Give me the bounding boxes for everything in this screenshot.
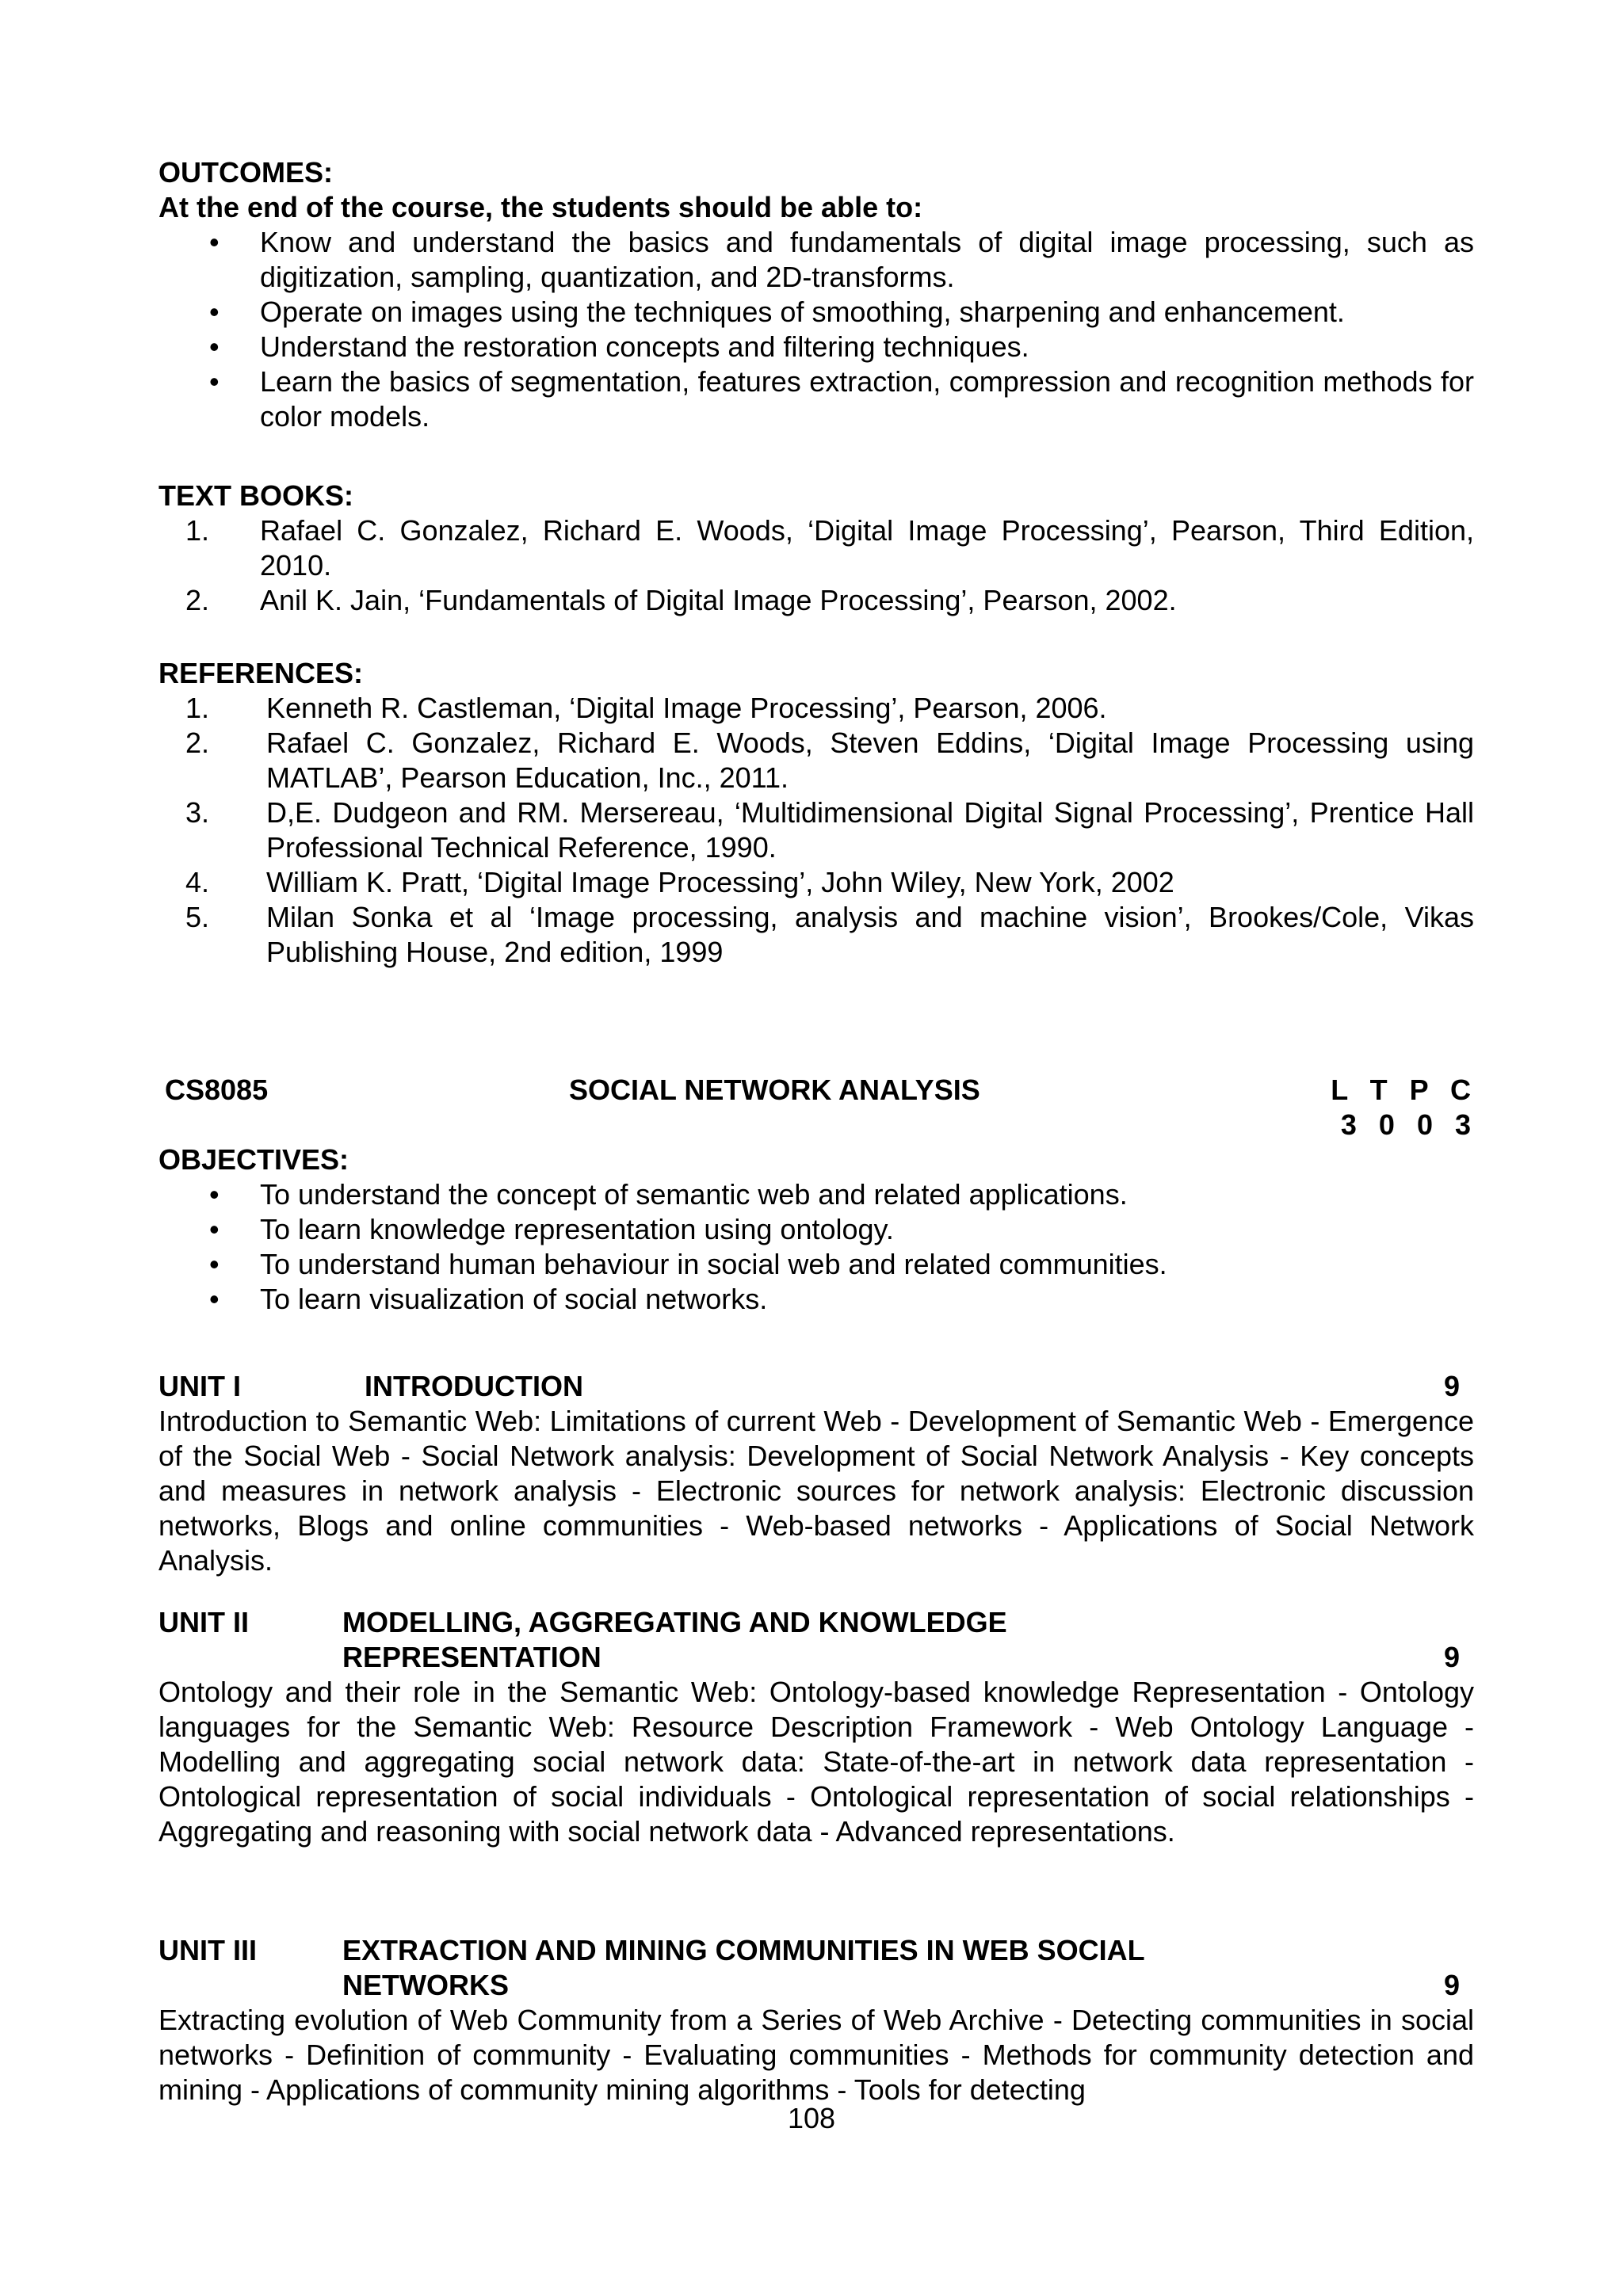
objectives-heading: OBJECTIVES: — [158, 1143, 349, 1176]
references-heading: REFERENCES: — [158, 657, 364, 689]
unit-title: INTRODUCTION — [365, 1370, 583, 1402]
reference-text: D,E. Dudgeon and RM. Mersereau, ‘Multidimensional Digital Signal Processing’, Prentice Hall Professional Technical Reference, 1990. — [266, 796, 1474, 864]
unit-body: Introduction to Semantic Web: Limitations of current Web - Development of Semantic Web - Emergence of the Social Web - Social Network analysis: Development of Social Network Analysis - Key concepts and measures in network analysis - Electronic sources for network analysis: Electronic discussion networks, Blogs and online communities - Web-based networks - Applications of Social Network Analysis. — [158, 1405, 1474, 1577]
ltpc-values: 3 0 0 3 — [1340, 1108, 1474, 1141]
unit-hours: 9 — [1443, 1370, 1460, 1402]
ltpc-label: L T P C — [1331, 1074, 1474, 1106]
unit-header — [158, 1605, 1474, 1675]
reference-item — [158, 795, 1474, 865]
outcome-item: • Know and understand the basics and fundamentals of digital image processing, such as digitization, sampling, quantization, and 2D-transforms. — [158, 225, 1474, 295]
references-list — [158, 691, 1474, 970]
unit-2-section — [158, 1605, 1474, 1849]
course-title: SOCIAL NETWORK ANALYSIS — [569, 1074, 980, 1106]
unit-body: Ontology and their role in the Semantic Web: Ontology-based knowledge Representation - Ontology languages for the Semantic Web: Resource Description Framework - Web Ontology Language - Modelling and aggregating social network data: State-of-the-art in network data representation - Ontological representation of social individuals - Ontological representation of social relationships - Aggregating and reasoning with social network data - Advanced representations. — [158, 1676, 1474, 1848]
references-section — [158, 656, 1474, 970]
reference-text: Milan Sonka et al ‘Image processing, analysis and machine vision’, Brookes/Cole, Vikas Publishing House, 2nd edition, 1999 — [266, 901, 1474, 968]
outcomes-list — [158, 225, 1474, 434]
reference-text: William K. Pratt, ‘Digital Image Processing’, John Wiley, New York, 2002 — [266, 866, 1174, 898]
list-number: 4. — [185, 866, 210, 898]
objective-item: • To understand the concept of semantic web and related applications. — [158, 1177, 1474, 1212]
unit-label: UNIT I — [158, 1370, 241, 1402]
reference-item — [158, 691, 1474, 726]
reference-item — [158, 726, 1474, 795]
outcomes-heading: OUTCOMES: — [158, 156, 333, 189]
reference-item — [158, 865, 1474, 900]
text-book-text: Anil K. Jain, ‘Fundamentals of Digital Image Processing’, Pearson, 2002. — [260, 584, 1177, 616]
unit-header — [158, 1369, 1474, 1404]
course-code: CS8085 — [165, 1074, 269, 1106]
text-book-text: Rafael C. Gonzalez, Richard E. Woods, ‘Digital Image Processing’, Pearson, Third Edition, 2010. — [260, 514, 1474, 582]
reference-text: Rafael C. Gonzalez, Richard E. Woods, Steven Eddins, ‘Digital Image Processing using MATLAB’, Pearson Education, Inc., 2011. — [266, 727, 1474, 794]
text-book-item — [158, 513, 1474, 583]
outcome-item: • Operate on images using the techniques of smoothing, sharpening and enhancement. — [158, 295, 1474, 330]
list-number: 3. — [185, 796, 210, 829]
text-books-list — [158, 513, 1474, 618]
unit-label: UNIT II — [158, 1606, 249, 1638]
course-header — [165, 1073, 1474, 1108]
objectives-section — [158, 1142, 1474, 1317]
unit-title: MODELLING, AGGREGATING AND KNOWLEDGE — [342, 1606, 1007, 1638]
reference-item — [158, 900, 1474, 970]
objective-item: • To learn knowledge representation using ontology. — [158, 1212, 1474, 1247]
outcomes-intro: At the end of the course, the students should be able to: — [158, 191, 923, 223]
unit-body: Extracting evolution of Web Community from a Series of Web Archive - Detecting communities in social networks - Definition of community - Evaluating communities - Methods for community detection and mining - Applications of community mining algorithms - Tools for detecting — [158, 2004, 1474, 2106]
text-book-item — [158, 583, 1474, 618]
page-number: 108 — [787, 2102, 836, 2134]
course-credits-row — [165, 1108, 1474, 1142]
objective-item: • To learn visualization of social networks. — [158, 1282, 1474, 1317]
list-number: 2. — [185, 584, 210, 616]
unit-label: UNIT III — [158, 1934, 257, 1966]
unit-hours: 9 — [1443, 1641, 1460, 1673]
list-number: 1. — [185, 514, 210, 547]
unit-1-section — [158, 1369, 1474, 1578]
unit-header — [158, 1933, 1474, 2003]
objective-item: • To understand human behaviour in social web and related communities. — [158, 1247, 1474, 1282]
reference-text: Kenneth R. Castleman, ‘Digital Image Processing’, Pearson, 2006. — [266, 692, 1107, 724]
objectives-list — [158, 1177, 1474, 1317]
outcomes-section — [158, 155, 1474, 434]
text-books-heading: TEXT BOOKS: — [158, 479, 354, 512]
list-number: 5. — [185, 901, 210, 933]
list-number: 2. — [185, 727, 210, 759]
unit-title: EXTRACTION AND MINING COMMUNITIES IN WEB SOCIAL — [342, 1934, 1145, 1966]
unit-hours: 9 — [1443, 1969, 1460, 2001]
unit-title-continued: NETWORKS — [342, 1969, 509, 2001]
unit-3-section — [158, 1933, 1474, 2107]
text-books-section — [158, 479, 1474, 618]
outcome-item: • Understand the restoration concepts and filtering techniques. — [158, 330, 1474, 364]
unit-title-continued: REPRESENTATION — [342, 1641, 601, 1673]
outcome-item: • Learn the basics of segmentation, features extraction, compression and recognition methods for color models. — [158, 364, 1474, 434]
list-number: 1. — [185, 692, 210, 724]
